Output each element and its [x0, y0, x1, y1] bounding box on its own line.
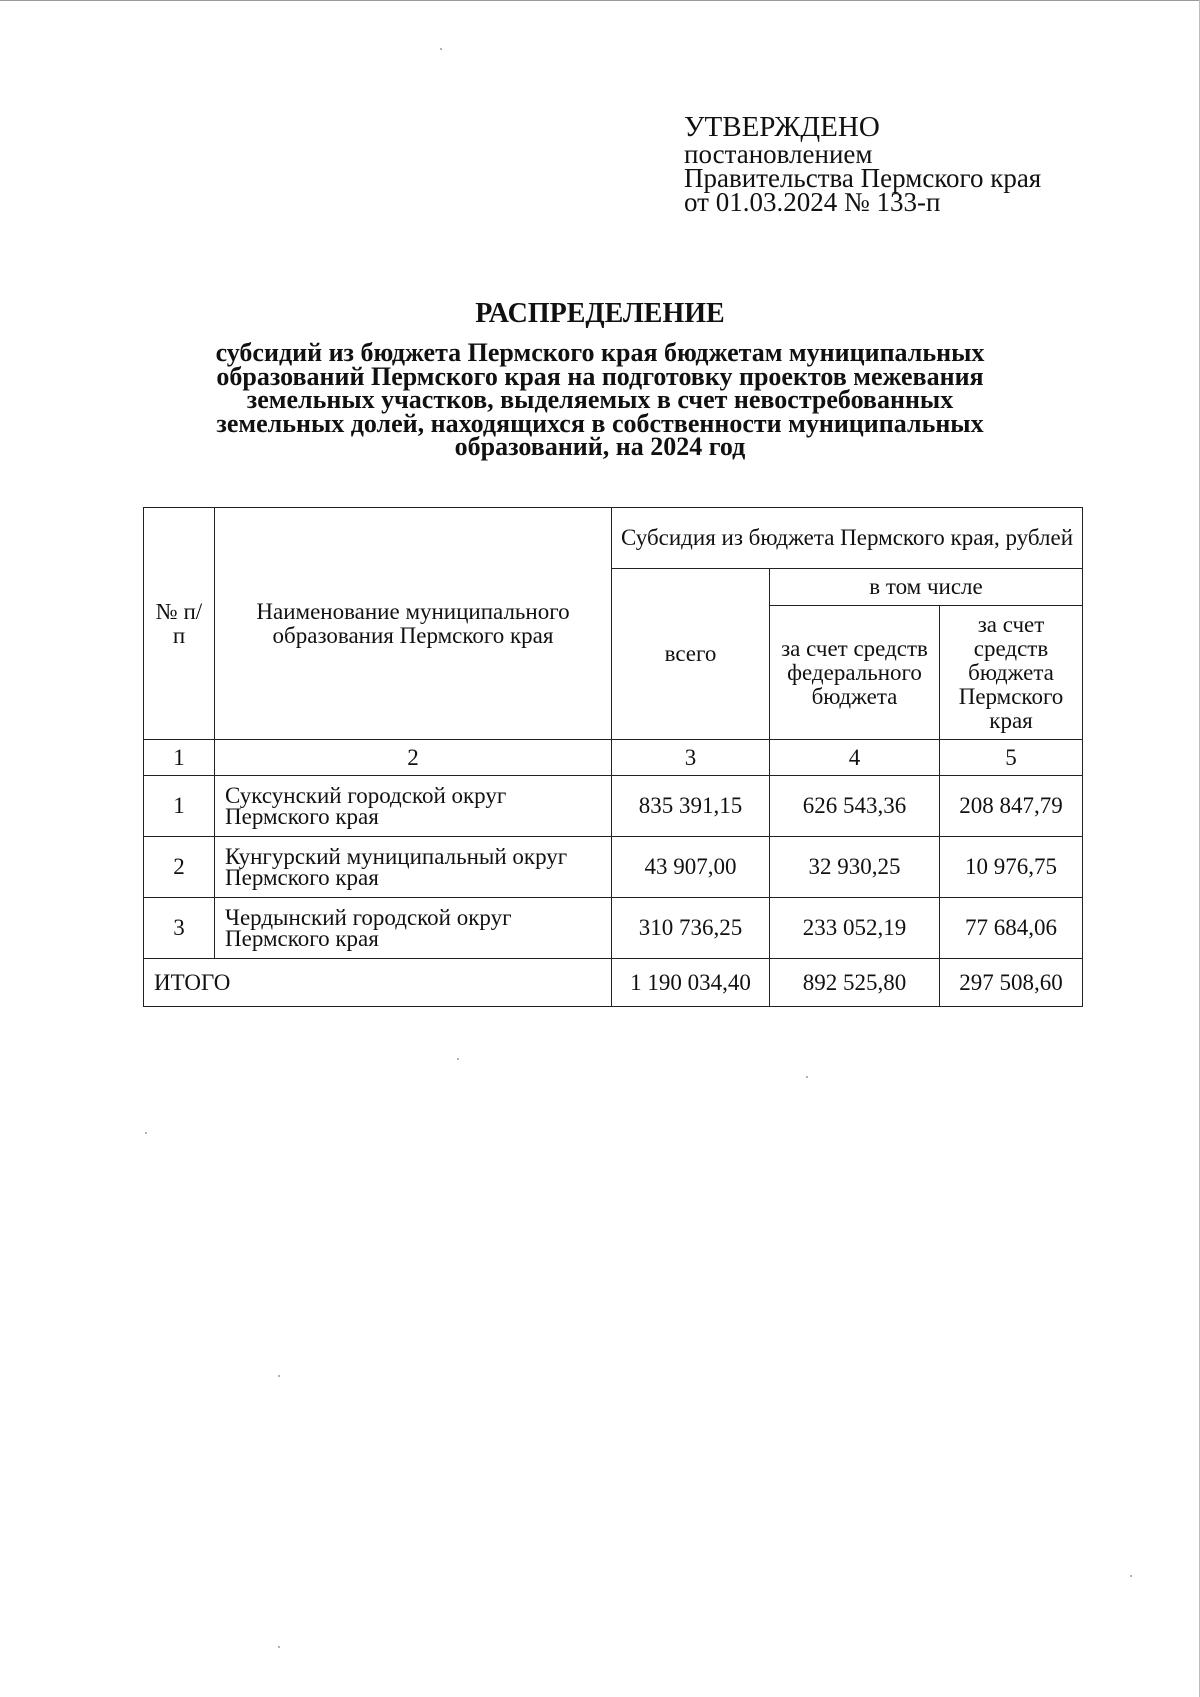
- approval-stamp: [684, 111, 1042, 217]
- row-total: 43 907,00: [612, 837, 770, 898]
- scan-speck: [145, 1132, 147, 1134]
- row-num: 3: [144, 898, 215, 959]
- row-regional: 77 684,06: [940, 898, 1083, 959]
- row-num: 1: [144, 776, 215, 837]
- column-number: 1: [144, 740, 215, 776]
- row-total: 310 736,25: [612, 898, 770, 959]
- header-federal: за счет средств федерального бюджета: [770, 606, 940, 740]
- row-num: 2: [144, 837, 215, 898]
- column-number: 5: [940, 740, 1083, 776]
- approval-title: УТВЕРЖДЕНО: [684, 111, 880, 143]
- row-regional: 10 976,75: [940, 837, 1083, 898]
- subtitle-line: субсидий из бюджета Пермского края бюджетам муниципальных: [215, 338, 985, 367]
- document-title: [130, 297, 1070, 459]
- column-number: 4: [770, 740, 940, 776]
- document-heading: РАСПРЕДЕЛЕНИЕ: [475, 298, 725, 329]
- header-num: № п/п: [144, 508, 215, 740]
- distribution-table: [143, 507, 1083, 1007]
- row-total: 835 391,15: [612, 776, 770, 837]
- row-name: [215, 837, 612, 898]
- totals-label: ИТОГО: [144, 959, 612, 1007]
- row-name-line: Пермского края: [225, 865, 379, 890]
- header-including: в том числе: [770, 569, 1083, 606]
- totals-federal: 892 525,80: [770, 959, 940, 1007]
- document-subtitle: [130, 338, 1070, 461]
- column-number: 3: [612, 740, 770, 776]
- row-federal: 626 543,36: [770, 776, 940, 837]
- approval-line: Правительства Пермского края: [684, 163, 1042, 193]
- header-row: [144, 508, 1083, 569]
- totals-total: 1 190 034,40: [612, 959, 770, 1007]
- header-total: всего: [612, 569, 770, 740]
- subtitle-line: образований, на 2024 год: [454, 432, 746, 461]
- scan-speck: [457, 1058, 459, 1060]
- row-name-line: Пермского края: [225, 926, 379, 951]
- subtitle-line: образований Пермского края на подготовку проектов межевания: [216, 361, 984, 391]
- scan-speck: [1130, 1575, 1132, 1577]
- table-row: [144, 898, 1083, 959]
- scan-speck: [440, 48, 442, 50]
- row-federal: 32 930,25: [770, 837, 940, 898]
- totals-row: [144, 959, 1083, 1007]
- header-subsidy: Субсидия из бюджета Пермского края, рублей: [612, 508, 1083, 569]
- row-name: [215, 776, 612, 837]
- approval-line: постановлением: [684, 139, 873, 169]
- row-federal: 233 052,19: [770, 898, 940, 959]
- column-number-row: [144, 740, 1083, 776]
- approval-line: от 01.03.2024 № 133-п: [684, 187, 941, 217]
- header-regional: за счет средств бюджета Пермского края: [940, 606, 1083, 740]
- column-number: 2: [215, 740, 612, 776]
- table-row: [144, 837, 1083, 898]
- row-name-line: Пермского края: [225, 804, 379, 829]
- subtitle-line: земельных участков, выделяемых в счет невостребованных: [246, 385, 954, 414]
- scan-speck: [278, 1646, 280, 1648]
- row-name: [215, 898, 612, 959]
- scan-speck: [278, 1375, 280, 1377]
- row-name-line: Суксунский городской округ: [225, 783, 507, 808]
- table-row: [144, 776, 1083, 837]
- header-name: Наименование муниципального образования Пермского края: [215, 508, 612, 740]
- totals-regional: 297 508,60: [940, 959, 1083, 1007]
- row-regional: 208 847,79: [940, 776, 1083, 837]
- page-edge-top: [0, 0, 1200, 1]
- row-name-line: Кунгурский муниципальный округ: [225, 844, 568, 869]
- scan-speck: [806, 1076, 808, 1078]
- subtitle-line: земельных долей, находящихся в собственности муниципальных: [216, 408, 984, 438]
- row-name-line: Чердынский городской округ: [225, 905, 512, 930]
